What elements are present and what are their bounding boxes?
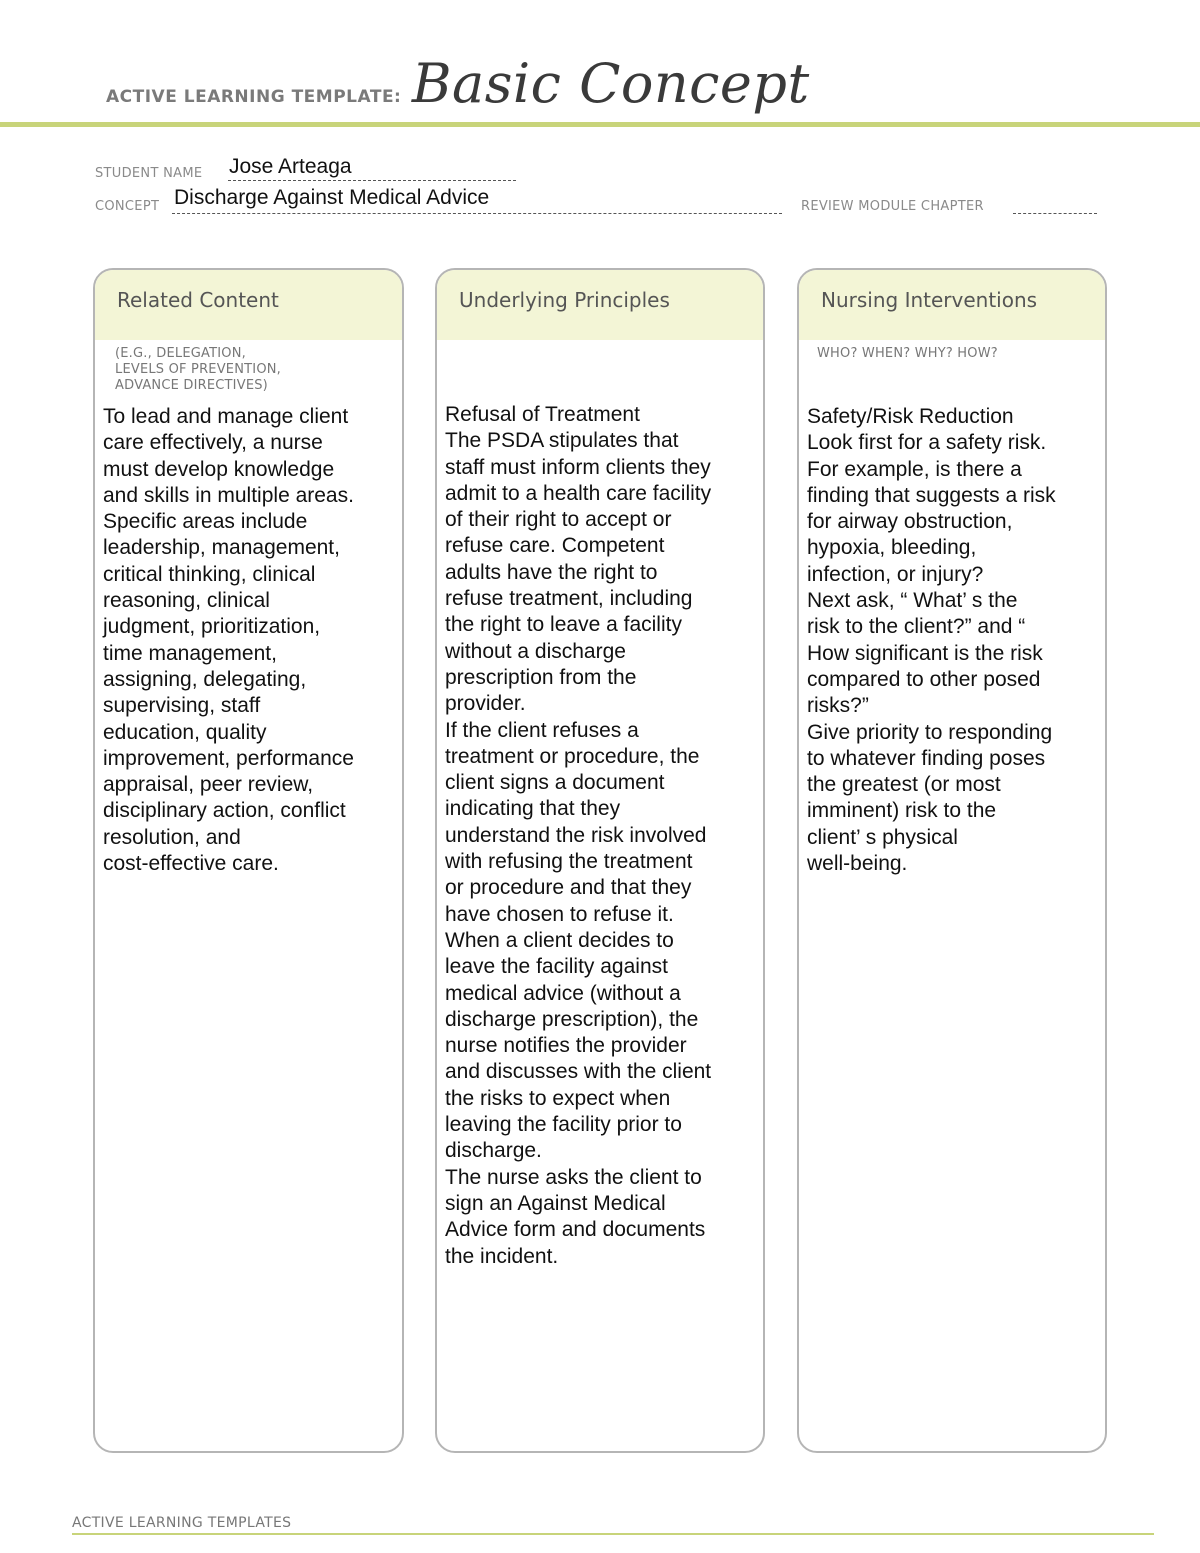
underlying-principles-spacer [437, 340, 763, 402]
body-text-line: appraisal, peer review, [103, 773, 314, 797]
student-name-label: STUDENT NAME [95, 166, 203, 181]
body-text-line: medical advice (without a [445, 981, 681, 1005]
body-text-line: risk to the client?” and “ [807, 615, 1026, 639]
body-text-line: have chosen to refuse it. [445, 902, 674, 926]
body-text-line: When a client decides to [445, 928, 674, 952]
concept-line [172, 213, 782, 214]
related-content-box [93, 268, 404, 1453]
body-text-line: with refusing the treatment [445, 850, 693, 874]
body-text-line: If the client refuses a [445, 718, 639, 742]
template-label: ACTIVE LEARNING TEMPLATE: [106, 87, 402, 107]
body-text-line: education, quality [103, 720, 267, 744]
body-text-line: Refusal of Treatment [445, 403, 640, 426]
body-text-line: sign an Against Medical [445, 1191, 666, 1215]
body-text-line: cost-effective care. [103, 852, 279, 876]
page-title: Basic Concept [411, 52, 810, 115]
body-text-line: refuse treatment, including [445, 587, 693, 611]
concept-label: CONCEPT [95, 199, 160, 214]
body-text-line: understand the risk involved [445, 823, 707, 847]
body-text-line: reasoning, clinical [103, 589, 270, 613]
body-text-line: infection, or injury? [807, 562, 984, 586]
concept-value[interactable]: Discharge Against Medical Advice [174, 186, 490, 209]
body-text-line: time management, [103, 641, 277, 665]
body-text-line: well-being. [807, 852, 908, 876]
student-name-value[interactable]: Jose Arteaga [229, 155, 352, 178]
underlying-principles-title: Underlying Principles [437, 270, 763, 340]
related-content-body[interactable] [95, 402, 402, 877]
body-text-line: resolution, and [103, 825, 241, 849]
body-text-line: How significant is the risk [807, 641, 1043, 665]
nursing-interventions-body[interactable] [799, 402, 1105, 877]
review-module-line[interactable] [1013, 213, 1097, 214]
body-text-line: prescription from the [445, 665, 637, 689]
body-text-line: the incident. [445, 1244, 559, 1268]
nursing-interventions-box [797, 268, 1107, 1453]
body-text-line: supervising, staff [103, 694, 261, 718]
underlying-principles-box [435, 268, 765, 1453]
related-content-title: Related Content [95, 270, 402, 340]
body-text-line: Safety/Risk Reduction [807, 405, 1014, 428]
body-text-line: hypoxia, bleeding, [807, 536, 977, 560]
body-text-line: critical thinking, clinical [103, 562, 316, 586]
body-text-line: adults have the right to [445, 560, 658, 584]
body-text-line: The nurse asks the client to [445, 1165, 702, 1189]
footer-label: ACTIVE LEARNING TEMPLATES [72, 1515, 292, 1531]
body-text-line: to whatever finding poses [807, 746, 1046, 770]
body-text-line: admit to a health care facility [445, 481, 712, 505]
body-text-line: leadership, management, [103, 536, 340, 560]
body-text-line: discharge. [445, 1139, 542, 1163]
body-text-line: refuse care. Competent [445, 534, 665, 558]
body-text-line: and skills in multiple areas. [103, 483, 354, 507]
body-text-line: leaving the facility prior to [445, 1113, 682, 1137]
body-text-line: must develop knowledge [103, 457, 335, 481]
body-text-line: discharge prescription), the [445, 1007, 699, 1031]
body-text-line: the greatest (or most [807, 773, 1001, 797]
body-text-line: imminent) risk to the [807, 799, 997, 823]
body-text-line: staff must inform clients they [445, 455, 711, 479]
body-text-line: judgment, prioritization, [103, 615, 321, 639]
body-text-line: disciplinary action, conflict [103, 799, 346, 823]
body-text-line: assigning, delegating, [103, 667, 307, 691]
body-text-line: of their right to accept or [445, 508, 672, 532]
body-text-line: care effectively, a nurse [103, 431, 323, 455]
review-module-label: REVIEW MODULE CHAPTER [801, 199, 984, 214]
body-text-line: or procedure and that they [445, 876, 692, 900]
nursing-interventions-subtitle: WHO? WHEN? WHY? HOW? [817, 346, 998, 361]
body-text-line: Give priority to responding [807, 720, 1053, 744]
body-text-line: finding that suggests a risk [807, 483, 1056, 507]
body-text-line: The PSDA stipulates that [445, 429, 679, 453]
body-text-line: without a discharge [445, 639, 626, 663]
body-text-line: Next ask, “ What’ s the [807, 589, 1018, 613]
underlying-principles-body[interactable] [437, 402, 763, 1270]
body-text-line: provider. [445, 692, 526, 716]
body-text-line: improvement, performance [103, 746, 354, 770]
body-text-line: and discusses with the client [445, 1060, 712, 1084]
template-header [106, 52, 810, 115]
body-text-line: the risks to expect when [445, 1086, 671, 1110]
nursing-interventions-title: Nursing Interventions [799, 270, 1105, 340]
header-divider [0, 122, 1200, 127]
body-text-line: client signs a document [445, 771, 665, 795]
body-text-line: To lead and manage client [103, 405, 349, 428]
body-text-line: Specific areas include [103, 510, 308, 534]
body-text-line: indicating that they [445, 797, 621, 821]
body-text-line: risks?” [807, 694, 869, 718]
body-text-line: for airway obstruction, [807, 510, 1013, 534]
student-name-line [228, 180, 516, 181]
body-text-line: leave the facility against [445, 955, 668, 979]
related-content-subtitle: (E.G., DELEGATION, LEVELS OF PREVENTION, ADVANCE DIRECTIVES) [115, 346, 282, 393]
body-text-line: For example, is there a [807, 457, 1022, 481]
body-text-line: Advice form and documents [445, 1218, 706, 1242]
body-text-line: compared to other posed [807, 667, 1041, 691]
footer-divider [72, 1533, 1154, 1535]
body-text-line: nurse notifies the provider [445, 1034, 687, 1058]
body-text-line: the right to leave a facility [445, 613, 682, 637]
body-text-line: Look first for a safety risk. [807, 431, 1047, 455]
body-text-line: treatment or procedure, the [445, 744, 700, 768]
body-text-line: client’ s physical [807, 825, 958, 849]
